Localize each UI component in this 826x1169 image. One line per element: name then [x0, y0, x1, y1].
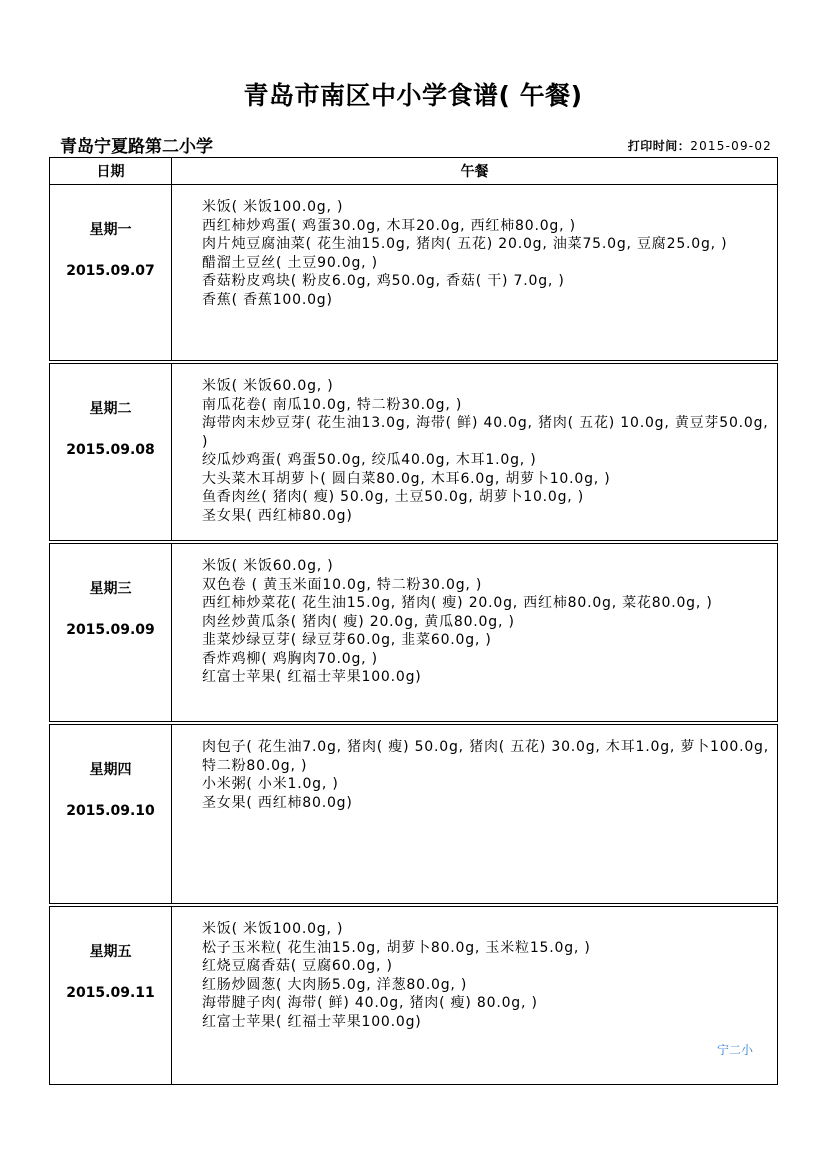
dish-item: 海带腱子肉( 海带( 鲜) 40.0g, 猪肉( 瘦) 80.0g, ) [202, 995, 538, 1011]
dish-item: 米饭( 米饭100.0g, ) [202, 921, 344, 937]
date-label: 2015.09.08 [66, 442, 155, 458]
dish-item: 红肠炒圆葱( 大肉肠5.0g, 洋葱80.0g, ) [202, 976, 468, 993]
date-cell [50, 907, 172, 1085]
dish-item: 红富士苹果( 红福士苹果100.0g) [202, 669, 422, 685]
day-row [50, 185, 778, 361]
weekday-label: 星期二 [89, 401, 132, 417]
dish-item: 红烧豆腐香菇( 豆腐60.0g, ) [202, 958, 393, 974]
header-row [50, 158, 778, 185]
date-cell [50, 364, 172, 541]
meal-cell [172, 544, 778, 722]
date-label: 2015.09.10 [66, 803, 155, 819]
dish-item: 米饭( 米饭60.0g, ) [202, 558, 334, 574]
stamp-watermark [717, 1041, 753, 1058]
dish-item: 西红柿炒菜花( 花生油15.0g, 猪肉( 瘦) 20.0g, 西红柿80.0g, 菜花80.0g, ) [202, 595, 713, 611]
dish-list [172, 364, 777, 525]
meal-cell [172, 725, 778, 904]
dish-list [172, 185, 777, 309]
dish-list [172, 725, 777, 812]
dish-item: 南瓜花卷( 南瓜10.0g, 特二粉30.0g, ) [202, 396, 463, 413]
meal-cell [172, 364, 778, 541]
meal-column-header: 午餐 [172, 158, 778, 185]
weekday-label: 星期四 [89, 762, 132, 778]
dish-item: 香蕉( 香蕉100.0g) [202, 291, 333, 308]
day-row [50, 907, 778, 1085]
date-label: 2015.09.11 [66, 985, 155, 1001]
date-cell [50, 544, 172, 722]
dish-item: 米饭( 米饭100.0g, ) [202, 199, 344, 215]
date-label: 2015.09.09 [66, 622, 155, 638]
print-time [628, 137, 772, 154]
school-name: 青岛宁夏路第二小学 [60, 137, 213, 157]
dish-item: 松子玉米粒( 花生油15.0g, 胡萝卜80.0g, 玉米粒15.0g, ) [202, 939, 591, 956]
dish-item: 肉丝炒黄瓜条( 猪肉( 瘦) 20.0g, 黄瓜80.0g, ) [202, 613, 515, 630]
dish-item: 肉片炖豆腐油菜( 花生油15.0g, 猪肉( 五花) 20.0g, 油菜75.0g, 豆腐25.0g, ) [202, 236, 728, 252]
dish-item: 香菇粉皮鸡块( 粉皮6.0g, 鸡50.0g, 香菇( 干) 7.0g, ) [202, 273, 565, 289]
date-column-header: 日期 [50, 158, 172, 185]
dish-item: 绞瓜炒鸡蛋( 鸡蛋50.0g, 绞瓜40.0g, 木耳1.0g, ) [202, 452, 537, 468]
weekday-label: 星期五 [89, 944, 132, 960]
day-row [50, 725, 778, 904]
day-row [50, 364, 778, 541]
weekday-label: 星期一 [89, 222, 132, 238]
stamp-text: 宁二小 [717, 1043, 754, 1057]
dish-list [172, 907, 777, 1031]
dish-item: 肉包子( 花生油7.0g, 猪肉( 瘦) 50.0g, 猪肉( 五花) 30.0g, 木耳1.0g, 萝卜100.0g, 特二粉80.0g, ) [202, 739, 769, 774]
date-cell [50, 185, 172, 361]
dish-item: 西红柿炒鸡蛋( 鸡蛋30.0g, 木耳20.0g, 西红柿80.0g, ) [202, 217, 576, 234]
meal-cell [172, 185, 778, 361]
dish-item: 香炸鸡柳( 鸡胸肉70.0g, ) [202, 650, 378, 667]
meal-cell [172, 907, 778, 1085]
day-row [50, 544, 778, 722]
dish-item: 小米粥( 小米1.0g, ) [202, 776, 339, 792]
date-label: 2015.09.07 [66, 263, 155, 279]
date-cell [50, 725, 172, 904]
menu-body [50, 185, 778, 1085]
print-time-label: 打印时间： [627, 139, 691, 153]
dish-list [172, 544, 777, 687]
dish-item: 韭菜炒绿豆芽( 绿豆芽60.0g, 韭菜60.0g, ) [202, 632, 492, 648]
print-time-value: 2015-09-02 [690, 139, 772, 153]
dish-item: 红富士苹果( 红福士苹果100.0g) [202, 1013, 422, 1030]
dish-item: 鱼香肉丝( 猪肉( 瘦) 50.0g, 土豆50.0g, 胡萝卜10.0g, ) [202, 489, 585, 505]
dish-item: 醋溜土豆丝( 土豆90.0g, ) [202, 254, 378, 271]
weekday-label: 星期三 [89, 581, 132, 597]
dish-item: 双色卷 ( 黄玉米面10.0g, 特二粉30.0g, ) [202, 576, 483, 593]
dish-item: 海带肉末炒豆芽( 花生油13.0g, 海带( 鲜) 40.0g, 猪肉( 五花) 10.0g, 黄豆芽50.0g, ) [202, 415, 769, 450]
dish-item: 圣女果( 西红柿80.0g) [202, 507, 353, 524]
dish-item: 米饭( 米饭60.0g, ) [202, 378, 334, 394]
menu-table [49, 157, 778, 1085]
dish-item: 大头菜木耳胡萝卜( 圆白菜80.0g, 木耳6.0g, 胡萝卜10.0g, ) [202, 470, 611, 487]
dish-item: 圣女果( 西红柿80.0g) [202, 794, 353, 811]
page-title: 青岛市南区中小学食谱( 午餐) [243, 81, 583, 110]
